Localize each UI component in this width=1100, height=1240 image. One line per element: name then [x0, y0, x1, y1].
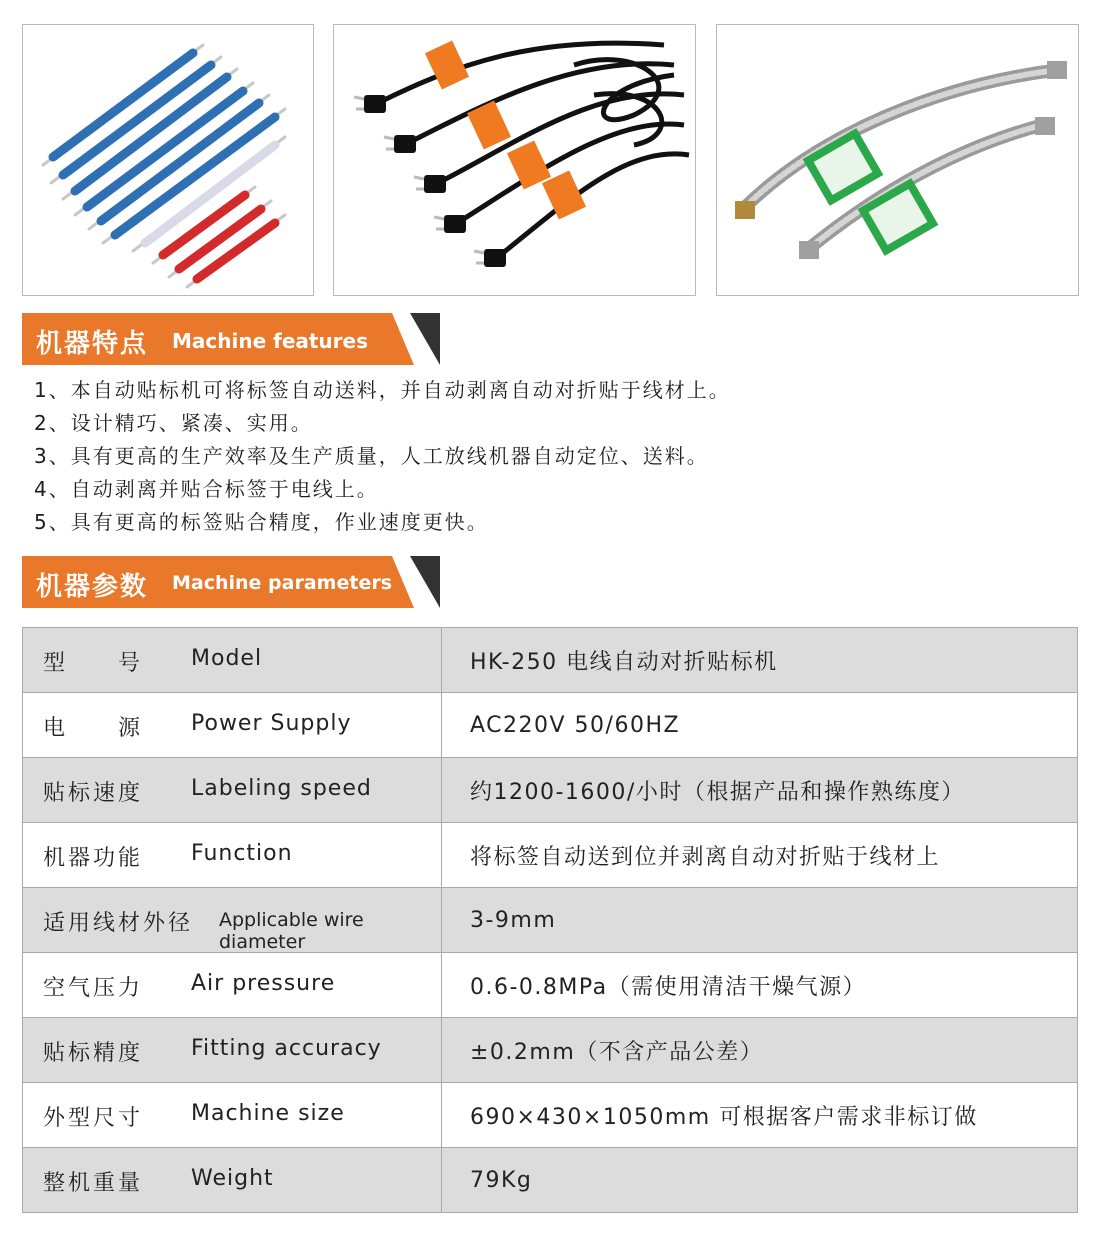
row-label-en: Model: [191, 646, 263, 671]
row-label-cell: [23, 823, 442, 888]
parameters-title-en: Machine parameters: [172, 572, 393, 594]
table-row: [23, 1018, 1078, 1083]
row-label-cn: 空气压力: [43, 976, 144, 1001]
row-label-en: Air pressure: [191, 971, 336, 996]
row-label-cell: [23, 1148, 442, 1213]
row-label-cn: 机器功能: [43, 846, 144, 871]
parameters-header: [22, 556, 442, 608]
row-label-cell: [23, 953, 442, 1018]
row-value: HK-250 电线自动对折贴标机: [442, 628, 1078, 693]
features-header: [22, 313, 442, 365]
header-triangle: [410, 556, 440, 608]
row-label-cn: 贴标速度: [43, 781, 144, 806]
row-value: 0.6-0.8MPa（需使用清洁干燥气源）: [442, 953, 1078, 1018]
features-title-cn: 机器特点: [36, 329, 149, 359]
parameters-title-cn: 机器参数: [36, 572, 149, 602]
row-label-en: Applicable wire diameter: [219, 909, 364, 953]
parameters-table: [22, 627, 1078, 1213]
row-label-en: Power Supply: [191, 711, 352, 736]
features-title-en: Machine features: [172, 329, 369, 353]
braided-hose-photo: [716, 24, 1079, 296]
row-label-cn: 型 号: [43, 651, 144, 676]
row-label-en: Fitting accuracy: [191, 1036, 382, 1061]
table-row: [23, 758, 1078, 823]
feature-item: 1、本自动贴标机可将标签自动送料，并自动剥离自动对折贴于线材上。: [34, 378, 731, 402]
feature-item: 2、设计精巧、紧凑、实用。: [34, 411, 313, 435]
row-label-cell: [23, 628, 442, 693]
row-label-cn: 电 源: [43, 716, 144, 741]
row-label-cell: [23, 1018, 442, 1083]
table-row: [23, 628, 1078, 693]
row-label-cn: 贴标精度: [43, 1041, 144, 1066]
wire-samples-photo: [22, 24, 314, 296]
colored-wires-image: [23, 25, 313, 295]
row-label-en: Machine size: [191, 1101, 345, 1126]
row-label-en: Function: [191, 841, 293, 866]
table-row: [23, 888, 1078, 953]
row-label-cell: [23, 888, 442, 953]
row-value: 约1200-1600/小时（根据产品和操作熟练度）: [442, 758, 1078, 823]
row-value: 3-9mm: [442, 888, 1078, 953]
table-row: [23, 1083, 1078, 1148]
power-cord-photo: [333, 24, 696, 296]
row-value: AC220V 50/60HZ: [442, 693, 1078, 758]
row-label-cell: [23, 693, 442, 758]
row-label-cn: 适用线材外径: [43, 911, 194, 936]
row-label-cn: 外型尺寸: [43, 1106, 144, 1131]
table-row: [23, 1148, 1078, 1213]
table-row: [23, 823, 1078, 888]
features-list: [34, 374, 731, 539]
row-label-cell: [23, 758, 442, 823]
feature-item: 3、具有更高的生产效率及生产质量，人工放线机器自动定位、送料。: [34, 444, 709, 468]
header-triangle: [410, 313, 440, 365]
row-value: 将标签自动送到位并剥离自动对折贴于线材上: [442, 823, 1078, 888]
row-label-en: Weight: [191, 1166, 274, 1191]
table-row: [23, 693, 1078, 758]
row-label-en: Labeling speed: [191, 776, 372, 801]
row-value: ±0.2mm（不含产品公差）: [442, 1018, 1078, 1083]
row-label-cell: [23, 1083, 442, 1148]
braided-hoses-image: [717, 25, 1078, 295]
feature-item: 5、具有更高的标签贴合精度，作业速度更快。: [34, 510, 489, 534]
power-cords-image: [334, 25, 695, 295]
feature-item: 4、自动剥离并贴合标签于电线上。: [34, 477, 379, 501]
row-label-cn: 整机重量: [43, 1171, 144, 1196]
row-value: 690×430×1050mm 可根据客户需求非标订做: [442, 1083, 1078, 1148]
row-value: 79Kg: [442, 1148, 1078, 1213]
table-row: [23, 953, 1078, 1018]
